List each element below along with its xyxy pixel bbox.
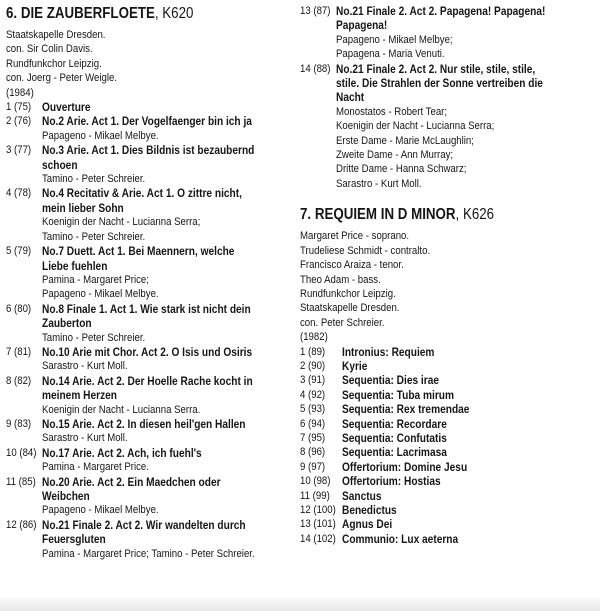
track-title — [342, 532, 477, 546]
track-row — [6, 345, 302, 359]
track-entry — [300, 4, 596, 62]
performer-line: Sarastro - Kurt Moll. — [42, 360, 128, 373]
credit-line: Rundfunkchor Leipzig. — [300, 287, 396, 300]
track-number: 9 (97) — [300, 460, 326, 473]
performer-line: Dritte Dame - Hanna Schwarz; — [336, 163, 467, 176]
track-row — [300, 388, 596, 402]
recording-year: (1984) — [6, 86, 34, 99]
work-title: 6. DIE ZAUBERFLOETE — [6, 5, 155, 22]
track-row — [6, 475, 302, 504]
track-row — [6, 518, 302, 547]
credit-line: Staatskapelle Dresden. — [6, 29, 106, 41]
track-title-line: Zauberton — [42, 316, 92, 331]
track-title — [42, 446, 228, 460]
track-row — [6, 114, 302, 128]
track-title — [342, 431, 464, 445]
track-row — [300, 445, 596, 459]
track-row — [300, 532, 596, 546]
track-row — [300, 474, 596, 488]
track-title-line: No.4 Recitativ & Arie. Act 1. O zittre nicht, — [42, 186, 242, 201]
track-row — [300, 402, 596, 416]
track-title-line: mein lieber Sohn — [42, 200, 124, 215]
zauberfloete-track-list-continued — [300, 4, 596, 191]
track-title-line: Sanctus — [342, 488, 382, 503]
track-entry — [6, 446, 302, 475]
track-number: 1 (89) — [300, 345, 326, 358]
track-title-line: Offertorium: Domine Jesu — [342, 459, 468, 474]
performer-line: Monostatos - Robert Tear; — [336, 105, 448, 118]
track-title — [42, 114, 286, 128]
track-entry — [6, 518, 302, 561]
track-row — [300, 359, 596, 373]
credit-line: Theo Adam - bass. — [300, 273, 381, 286]
track-title-line: Sequentia: Rex tremendae — [342, 402, 470, 417]
track-title-line: No.7 Duett. Act 1. Bei Maennern, welche — [42, 244, 235, 259]
performer-line: Pamina - Margaret Price. — [42, 461, 149, 474]
track-title-line: No.10 Arie mit Chor. Act 2. O Isis und Osiris — [42, 344, 253, 359]
zauberfloete-heading — [6, 4, 261, 24]
track-row — [300, 489, 596, 503]
track-title-line: Offertorium: Hostias — [342, 474, 441, 489]
track-number: 12 (100) — [300, 504, 336, 516]
track-row — [300, 431, 596, 445]
track-title — [342, 373, 455, 387]
track-title — [42, 518, 279, 547]
track-row — [300, 517, 596, 531]
track-title-line: No.21 Finale 2. Act 2. Wir wandelten durch — [42, 517, 246, 532]
track-title-line: Sequentia: Dies irae — [342, 373, 439, 388]
track-title-line: Sequentia: Lacrimasa — [342, 445, 447, 460]
track-number: 12 (86) — [6, 518, 37, 531]
track-number: 3 (91) — [300, 374, 326, 387]
track-row — [300, 417, 596, 431]
track-number: 11 (85) — [6, 475, 36, 488]
koechel-number: , K620 — [154, 5, 194, 22]
track-entry — [6, 143, 302, 186]
track-row — [300, 460, 596, 474]
performer-line: Sarastro - Kurt Moll. — [42, 432, 128, 445]
track-number: 6 (80) — [6, 302, 32, 315]
track-title-line: Sequentia: Recordare — [342, 416, 447, 431]
performer-line: Sarastro - Kurt Moll. — [336, 177, 422, 190]
performer-line: Koenigin der Nacht - Lucianna Serra. — [42, 403, 201, 416]
track-title — [342, 417, 464, 431]
performer-line: Koenigin der Nacht - Lucianna Serra; — [42, 216, 201, 229]
track-number: 3 (77) — [6, 144, 32, 157]
track-title — [42, 475, 250, 504]
track-number: 5 (79) — [6, 245, 32, 258]
track-title-line: No.21 Finale 2. Act 2. Nur stile, stile, stile, — [336, 61, 536, 76]
track-entry — [6, 374, 302, 417]
track-title — [42, 244, 266, 273]
track-title-line: Intronius: Requiem — [342, 344, 435, 359]
requiem-heading — [300, 205, 555, 225]
track-number: 8 (96) — [300, 446, 326, 459]
track-entry — [6, 186, 302, 244]
performer-line: Erste Dame - Marie McLaughlin; — [336, 134, 474, 147]
right-column — [300, 4, 596, 546]
track-title — [42, 417, 279, 431]
performer-line: Papageno - Mikael Melbye. — [42, 288, 159, 301]
track-title-line: No.3 Arie. Act 1. Dies Bildnis ist bezaubernd — [42, 143, 255, 158]
zauberfloete-track-list — [6, 100, 302, 561]
performer-line: Papagena - Maria Venuti. — [336, 48, 445, 61]
track-number: 4 (92) — [300, 388, 326, 401]
track-number: 5 (93) — [300, 403, 326, 416]
track-entry — [6, 100, 302, 114]
credit-line: Rundfunkchor Leipzig. — [6, 57, 102, 70]
track-title — [342, 445, 464, 459]
track-title-line: stile. Die Strahlen der Sonne vertreiben die — [336, 76, 543, 91]
track-title — [42, 143, 289, 172]
track-title-line: Papagena! — [336, 18, 388, 33]
track-row — [6, 143, 302, 172]
track-title-line: No.15 Arie. Act 2. In diesen heil'gen Hallen — [42, 416, 246, 431]
track-title-line: schoen — [42, 157, 78, 172]
track-number: 13 (87) — [300, 5, 331, 17]
track-row — [6, 374, 302, 403]
track-title-line: Agnus Dei — [342, 517, 393, 532]
track-number: 14 (102) — [300, 532, 336, 545]
performer-line: Tamino - Peter Schreier. — [42, 331, 146, 344]
track-row — [300, 503, 596, 517]
track-title-line: Benedictus — [342, 503, 397, 517]
zauberfloete-credits — [6, 28, 302, 100]
performer-line: Pamina - Margaret Price; Tamino - Peter Schreier. — [42, 547, 255, 560]
track-number: 10 (98) — [300, 475, 331, 488]
track-title-line: meinem Herzen — [42, 388, 117, 403]
track-entry — [6, 345, 302, 374]
track-title-line: Kyrie — [342, 358, 368, 373]
track-title — [342, 359, 372, 373]
credit-line: Francisco Araiza - tenor. — [300, 259, 404, 272]
track-title-line: Weibchen — [42, 489, 90, 503]
scan-edge-shadow — [0, 595, 600, 611]
track-entry — [6, 114, 302, 143]
track-row — [6, 302, 302, 331]
requiem-credits — [300, 229, 596, 344]
track-row — [6, 100, 302, 114]
track-row — [300, 62, 596, 105]
left-column — [6, 4, 302, 561]
performer-line: Papageno - Mikael Melbye. — [42, 504, 159, 517]
performer-line: Tamino - Peter Schreier. — [42, 173, 146, 186]
track-title — [342, 474, 457, 488]
requiem-track-list — [300, 345, 596, 547]
credit-line: Staatskapelle Dresden. — [300, 302, 400, 315]
credit-line: con. Joerg - Peter Weigle. — [6, 72, 118, 85]
performer-line: Tamino - Peter Schreier. — [42, 230, 146, 243]
track-title-line: No.8 Finale 1. Act 1. Wie stark ist nicht dein — [42, 301, 251, 316]
track-title — [42, 100, 98, 114]
track-number: 14 (88) — [300, 62, 331, 75]
track-number: 9 (83) — [6, 417, 32, 430]
track-row — [6, 186, 302, 215]
track-entry — [300, 62, 596, 192]
performer-line: Papageno - Mikael Melbye. — [42, 129, 159, 142]
track-title-line: Communio: Lux aeterna — [342, 531, 459, 546]
track-title — [342, 489, 388, 503]
track-number: 6 (94) — [300, 417, 326, 430]
performer-line: Koenigin der Nacht - Lucianna Serra; — [336, 120, 495, 133]
track-entry — [6, 244, 302, 302]
track-number: 2 (76) — [6, 115, 32, 128]
track-title-line: Sequentia: Confutatis — [342, 430, 447, 445]
track-title — [42, 302, 285, 331]
credit-line: con. Sir Colin Davis. — [6, 43, 93, 56]
track-number: 10 (84) — [6, 446, 37, 459]
track-row — [6, 446, 302, 460]
track-title — [42, 374, 287, 403]
credit-line: Trudeliese Schmidt - contralto. — [300, 244, 431, 257]
koechel-number: , K626 — [455, 206, 495, 224]
track-title-line: No.2 Arie. Act 1. Der Vogelfaenger bin ich ja — [42, 114, 252, 129]
track-title — [342, 517, 400, 531]
credit-line: con. Peter Schreier. — [300, 316, 385, 329]
credit-line: Margaret Price - soprano. — [300, 230, 410, 243]
track-title-line: Nacht — [336, 90, 365, 105]
track-row — [300, 373, 596, 387]
track-number: 7 (95) — [300, 431, 326, 444]
track-entry — [6, 302, 302, 345]
track-number: 13 (101) — [300, 518, 336, 531]
track-title-line: Liebe fuehlen — [42, 258, 108, 273]
track-row — [300, 4, 596, 33]
track-title — [336, 4, 579, 33]
track-title-line: No.17 Arie. Act 2. Ach, ich fuehl's — [42, 445, 202, 460]
track-title-line: No.20 Arie. Act 2. Ein Maedchen oder — [42, 474, 221, 489]
track-title — [336, 62, 577, 105]
track-title-line: No.21 Finale 2. Act 2. Papagena! Papagena! — [336, 4, 546, 18]
track-title — [42, 186, 275, 215]
track-number: 2 (90) — [300, 359, 326, 372]
track-title-line: No.14 Arie. Act 2. Der Hoelle Rache kocht in — [42, 373, 253, 388]
performer-line: Papageno - Mikael Melbye; — [336, 33, 453, 46]
track-title — [342, 388, 472, 402]
track-entry — [6, 475, 302, 518]
track-title — [342, 503, 406, 517]
track-entry — [6, 417, 302, 446]
track-number: 8 (82) — [6, 374, 32, 387]
work-title: 7. REQUIEM IN D MINOR — [300, 206, 456, 224]
track-title — [342, 460, 488, 474]
track-row — [300, 345, 596, 359]
recording-year: (1982) — [300, 331, 328, 344]
performer-line: Zweite Dame - Ann Murray; — [336, 149, 454, 162]
track-title-line: Feuersgluten — [42, 532, 106, 547]
track-title-line: Sequentia: Tuba mirum — [342, 387, 454, 402]
track-row — [6, 417, 302, 431]
track-title — [342, 345, 450, 359]
track-row — [6, 244, 302, 273]
track-number: 7 (81) — [6, 345, 32, 358]
performer-line: Pamina - Margaret Price; — [42, 273, 149, 286]
track-title — [342, 402, 490, 416]
track-title — [42, 345, 286, 359]
track-number: 11 (99) — [300, 489, 330, 502]
track-number: 4 (78) — [6, 187, 32, 200]
track-title-line: Ouverture — [42, 100, 91, 115]
track-number: 1 (75) — [6, 101, 32, 114]
